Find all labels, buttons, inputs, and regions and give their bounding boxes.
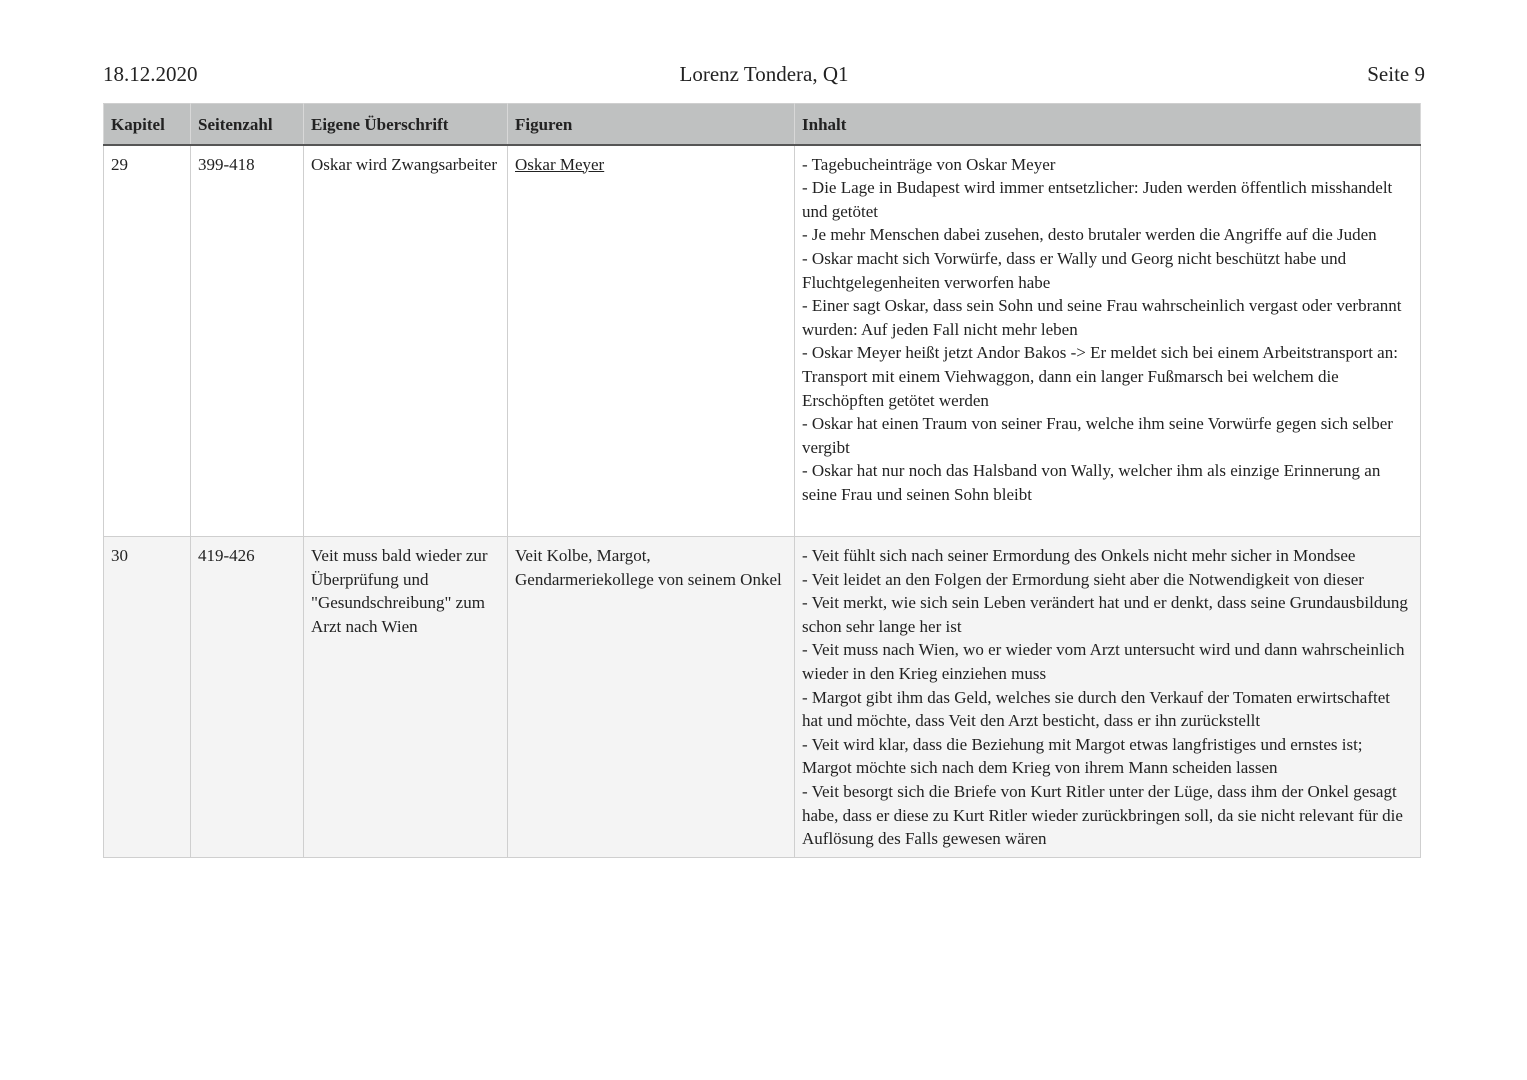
- header-date: 18.12.2020: [103, 62, 198, 86]
- cell-ueberschrift: Veit muss bald wieder zur Überprüfung und "Gesundschreibung" zum Arzt nach Wien: [304, 537, 508, 858]
- table-row: [104, 537, 1421, 858]
- inhalt-line: - Margot gibt ihm das Geld, welches sie durch den Verkauf der Tomaten erwirtschaftet hat und möchte, dass Veit den Arzt besticht, dass er ihn zurückstellt: [802, 687, 1390, 731]
- inhalt-line: - Tagebucheinträge von Oskar Meyer: [802, 154, 1056, 174]
- inhalt-line: - Oskar macht sich Vorwürfe, dass er Wally und Georg nicht beschützt habe und Fluchtgelegenheiten verworfen habe: [802, 248, 1347, 292]
- column-header-seitenzahl: Seitenzahl: [191, 104, 304, 145]
- table-row: [104, 145, 1421, 537]
- column-header-ueberschrift: Eigene Überschrift: [304, 104, 508, 145]
- cell-figuren: Veit Kolbe, Margot, Gendarmeriekollege von seinem Onkel: [508, 537, 795, 858]
- cell-figuren: [508, 145, 795, 537]
- inhalt-line: - Je mehr Menschen dabei zusehen, desto brutaler werden die Angriffe auf die Juden: [802, 225, 1377, 245]
- page-header: [103, 62, 1425, 94]
- table-header-row: [104, 104, 1421, 145]
- header-author: Lorenz Tondera, Q1: [679, 62, 849, 86]
- inhalt-line: - Veit fühlt sich nach seiner Ermordung des Onkels nicht mehr sicher in Mondsee: [802, 546, 1356, 566]
- column-header-kapitel: Kapitel: [104, 104, 191, 145]
- inhalt-line: - Einer sagt Oskar, dass sein Sohn und seine Frau wahrscheinlich vergast oder verbrannt wurden: Auf jeden Fall nicht mehr leben: [802, 296, 1402, 339]
- header-page-number: Seite 9: [1367, 62, 1425, 86]
- cell-seitenzahl: 419-426: [191, 537, 304, 858]
- cell-kapitel: 30: [104, 537, 191, 858]
- chapter-table: [103, 103, 1421, 858]
- column-header-figuren: Figuren: [508, 104, 795, 145]
- inhalt-line: - Oskar Meyer heißt jetzt Andor Bakos -> Er meldet sich bei einem Arbeitstransport an: Transport mit einem Viehwaggon, dann ein langer Fußmarsch bei welchem die Erschöpften getötet werden: [802, 343, 1398, 410]
- figuren-link[interactable]: Oskar Meyer: [515, 154, 605, 174]
- cell-kapitel: 29: [104, 145, 191, 537]
- inhalt-line: - Veit muss nach Wien, wo er wieder vom Arzt untersucht wird und dann wahrscheinlich wieder in den Krieg einziehen muss: [802, 640, 1405, 684]
- cell-inhalt: [795, 145, 1421, 537]
- column-header-inhalt: Inhalt: [795, 104, 1421, 145]
- inhalt-line: - Veit besorgt sich die Briefe von Kurt Ritler unter der Lüge, dass ihm der Onkel gesagt habe, dass er diese zu Kurt Ritler wieder zurückbringen soll, da sie nicht relevant für die Auflösung des Falls gewesen wären: [802, 782, 1403, 849]
- cell-seitenzahl: 399-418: [191, 145, 304, 537]
- cell-ueberschrift: Oskar wird Zwangsarbeiter: [304, 145, 508, 537]
- inhalt-line: - Veit leidet an den Folgen der Ermordung sieht aber die Notwendigkeit von dieser: [802, 569, 1364, 589]
- inhalt-line: - Veit wird klar, dass die Beziehung mit Margot etwas langfristiges und ernstes ist; Margot möchte sich nach dem Krieg von ihrem Mann scheiden lassen: [802, 734, 1363, 778]
- cell-inhalt: [795, 537, 1421, 858]
- inhalt-line: - Oskar hat einen Traum von seiner Frau, welche ihm seine Vorwürfe gegen sich selber vergibt: [802, 414, 1393, 457]
- inhalt-line: - Veit merkt, wie sich sein Leben verändert hat und er denkt, dass seine Grundausbildung schon sehr lange her ist: [802, 593, 1408, 636]
- inhalt-line: - Oskar hat nur noch das Halsband von Wally, welcher ihm als einzige Erinnerung an seine Frau und seinen Sohn bleibt: [802, 461, 1381, 504]
- inhalt-line: - Die Lage in Budapest wird immer entsetzlicher: Juden werden öffentlich misshandelt und getötet: [802, 178, 1393, 221]
